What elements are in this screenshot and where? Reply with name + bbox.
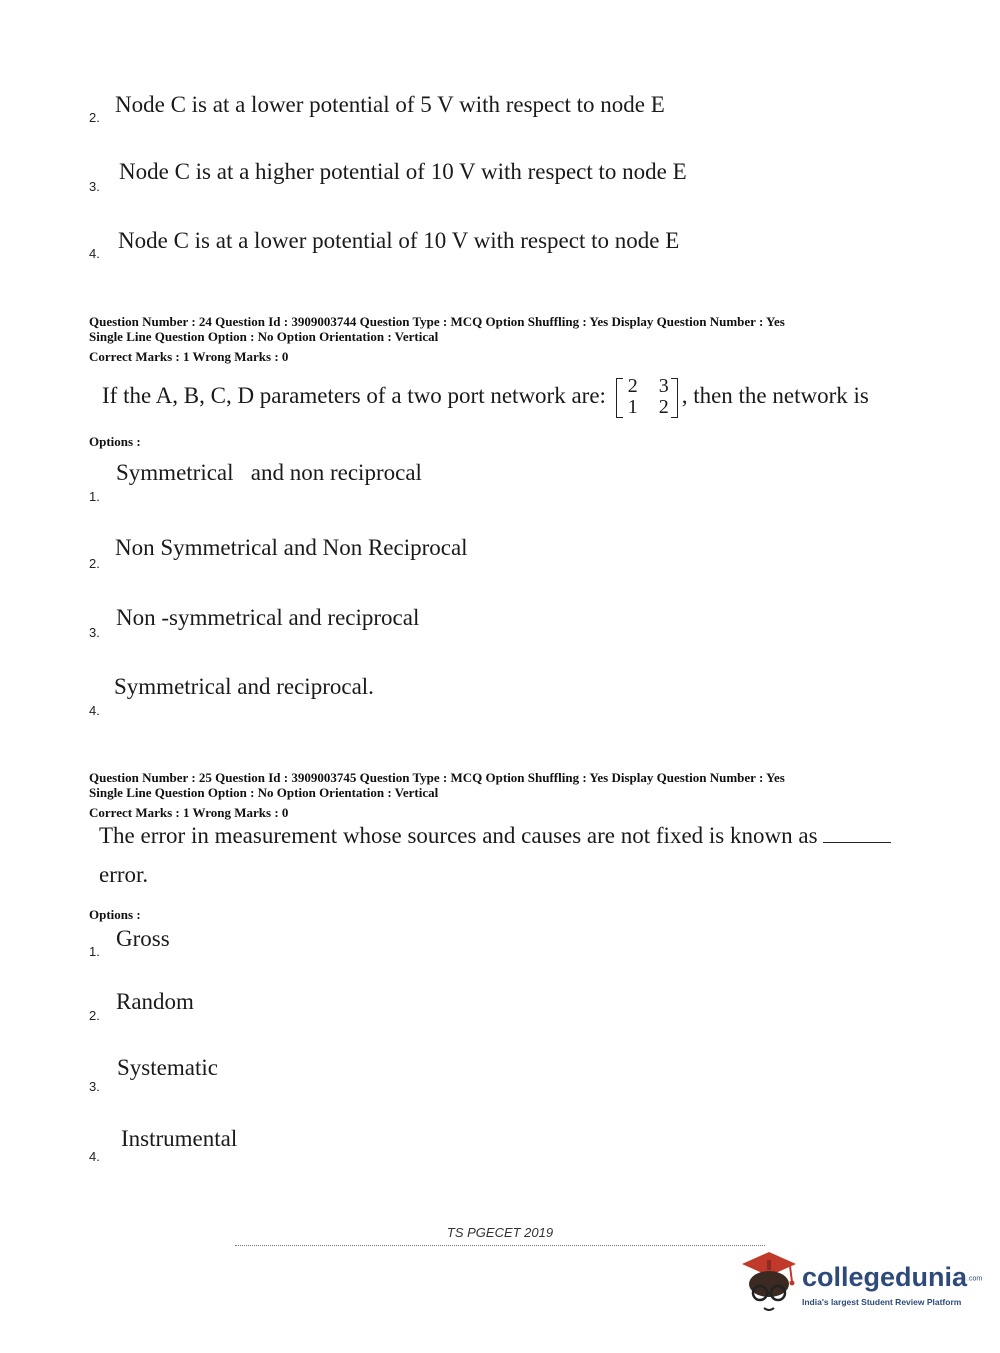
question-text-after: , then the network is bbox=[681, 383, 869, 408]
option-number: 4. bbox=[89, 246, 100, 261]
question-meta-line2: Single Line Question Option : No Option Orientation : Vertical bbox=[89, 328, 439, 344]
question-text bbox=[99, 823, 891, 849]
option-text: Random bbox=[116, 989, 194, 1014]
option-text: Non -symmetrical and reciprocal bbox=[116, 605, 420, 630]
matrix-bracket-right bbox=[671, 378, 678, 418]
logo-name: collegedunia.com bbox=[802, 1262, 983, 1292]
option-number: 1. bbox=[89, 489, 100, 504]
option-text: Symmetrical and reciprocal. bbox=[114, 674, 374, 699]
question-meta-line1: Question Number : 24 Question Id : 3909003744 Question Type : MCQ Option Shuffling : Yes Display Question Number : Yes bbox=[89, 314, 785, 329]
question-meta-line1: Question Number : 25 Question Id : 3909003745 Question Type : MCQ Option Shuffling : Yes Display Question Number : Yes bbox=[89, 770, 785, 785]
option-number: 2. bbox=[89, 556, 100, 571]
matrix-b: 3 bbox=[658, 374, 669, 397]
abcd-matrix bbox=[616, 374, 678, 418]
answer-blank bbox=[823, 824, 891, 843]
question-text-line2: error. bbox=[99, 862, 149, 887]
option-text: Node C is at a lower potential of 10 V with respect to node E bbox=[118, 228, 680, 253]
matrix-bracket-left bbox=[616, 378, 623, 418]
option-text: Node C is at a higher potential of 10 V with respect to node E bbox=[119, 159, 687, 184]
footer-divider bbox=[235, 1245, 765, 1246]
logo-suffix: .com bbox=[967, 1275, 983, 1283]
option-text: Systematic bbox=[117, 1055, 218, 1080]
question-text-before: If the A, B, C, D parameters of a two port network are: bbox=[102, 383, 606, 408]
option-number: 2. bbox=[89, 1008, 100, 1023]
matrix-a: 2 bbox=[627, 374, 638, 397]
options-label: Options : bbox=[89, 434, 141, 449]
collegedunia-logo bbox=[738, 1248, 983, 1318]
question-text-line1: The error in measurement whose sources and causes are not fixed is known as bbox=[99, 823, 818, 848]
option-text: Symmetrical and non reciprocal bbox=[116, 460, 422, 485]
option-text: Non Symmetrical and Non Reciprocal bbox=[115, 535, 468, 560]
option-number: 4. bbox=[89, 1149, 100, 1164]
options-label: Options : bbox=[89, 907, 141, 922]
option-number: 4. bbox=[89, 703, 100, 718]
option-number: 3. bbox=[89, 625, 100, 640]
question-text bbox=[102, 374, 869, 418]
marks-info: Correct Marks : 1 Wrong Marks : 0 bbox=[89, 349, 289, 364]
question-meta-line2: Single Line Question Option : No Option Orientation : Vertical bbox=[89, 784, 439, 800]
matrix-c: 1 bbox=[627, 395, 638, 418]
matrix-d: 2 bbox=[658, 395, 669, 418]
mascot-icon bbox=[738, 1248, 800, 1316]
logo-tagline: India's largest Student Review Platform bbox=[802, 1297, 962, 1307]
footer-label: TS PGECET 2019 bbox=[446, 1225, 554, 1240]
marks-info: Correct Marks : 1 Wrong Marks : 0 bbox=[89, 805, 289, 820]
option-text: Node C is at a lower potential of 5 V with respect to node E bbox=[115, 92, 665, 117]
option-number: 1. bbox=[89, 944, 100, 959]
option-number: 2. bbox=[89, 110, 100, 125]
option-number: 3. bbox=[89, 1079, 100, 1094]
option-text: Instrumental bbox=[121, 1126, 238, 1151]
option-number: 3. bbox=[89, 179, 100, 194]
question-meta bbox=[89, 315, 785, 344]
question-meta bbox=[89, 771, 785, 800]
option-text: Gross bbox=[116, 926, 170, 951]
